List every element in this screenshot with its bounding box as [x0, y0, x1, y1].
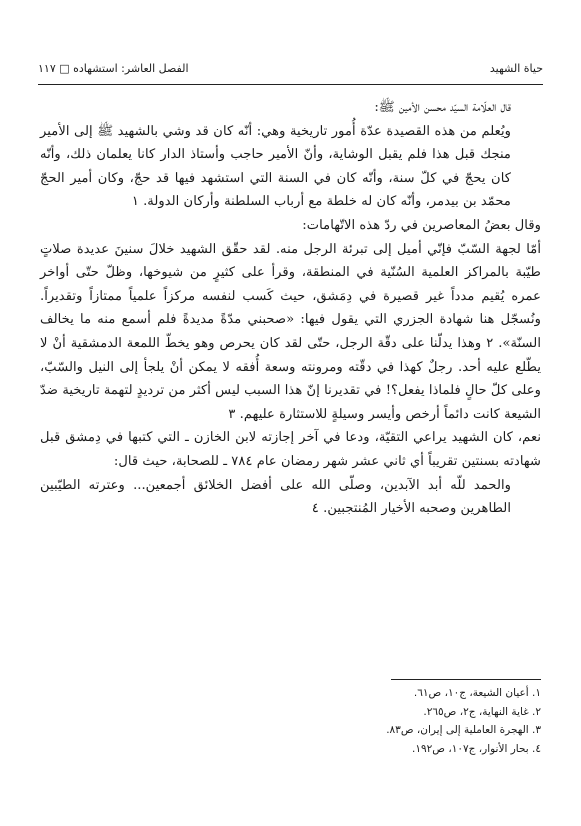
- paragraph-ijaza-quote: والحمد للّه أبد الآبدين، وصلّى الله على أفضل الخلائق أجمعين... وعترته الطيّبين الطاهرين وصحبه الأخيار المُنتجبين. ٤: [40, 477, 511, 517]
- paragraph-contemporary-intro: وقال بعضُ المعاصرين في ردّ هذه الاتّهامات:: [302, 217, 541, 233]
- paragraph-quote-amin: ويُعلم من هذه القصيدة عدّة أُمور تاريخية وهي: أنّه كان قد وشي بالشهيد ﷺ إلى الأمير منجك قبل هذا فلم يقبل الوشاية، وأنّ الأمير حاجب وأستاذ الدار كانا يعلمان ذلك، وأنّه كان يحجّ في كلّ سنة، وأنّه كان في السنة التي استشهد فيها قد حجّ، وكان أمير الحجّ محمّد بن بيدمر، وأنّه كان له خلطة مع أرباب السلطنة وأركان الدولة. ١: [40, 123, 511, 210]
- footnotes: [40, 684, 541, 758]
- header-rule: [38, 84, 543, 85]
- paragraph-taqiyya: نعم، كان الشهيد يراعي التقيّة، ودعا في آخر إجازته لابن الخازن ـ التي كتبها في دِمشق قبل شهادته بسنتين تقريباً أي ثاني عشر شهر رمضان عام ٧٨٤ ـ للصحابة، حيث قال:: [40, 430, 541, 469]
- footnote-rule: [391, 679, 541, 680]
- paragraph-intro: قال العلّامة السيّد محسن الأمين ﷺ:: [374, 100, 511, 115]
- chapter-page-label: [38, 62, 189, 75]
- chapter-title: الفصل العاشر: استشهاده: [73, 62, 189, 75]
- separator-square: □: [59, 62, 70, 75]
- main-text: [40, 96, 541, 521]
- footnote-2: ٢. غاية النهاية، ج٢، ص٢٦٥.: [423, 705, 541, 718]
- footnote-3: ٣. الهجرة العاملية إلى إيران، ص٨٣.: [386, 724, 541, 736]
- book-title: حياة الشهيد: [489, 62, 543, 75]
- footnote-1: ١. أعيان الشيعة، ج١٠، ص٦١.: [413, 687, 541, 699]
- footnote-4: ٤. بحار الأنوار، ج١٠٧، ص١٩٢.: [412, 742, 541, 755]
- paragraph-quote-contemporary: أمّا لجهة السّبّ فإنّي أميل إلى تبرئة الرجل منه. لقد حقّق الشهيد خلالَ سنينَ عديدة صلاتٍ طيّبة بالمراكز العلمية السُنّية في المنطقة، وقرأ على كثيرٍ من شيوخها، وظلّ حتّى أواخر عمره يُقيم مدداً غير قصيرة في دِمَشق، حيث كَسب لنفسه مركزاً علمياً ممتازاً وتقديراً. ونُسجّل هنا شهادة الجزري التي يقول فيها: «صحبني مدّةً مديدةً فلم أسمع منه ما يخالف السنّة». ٢ وهذا يدلّنا على دقّة الرجل، حتّى لقد كان يحرص وهو يخطّ اللمعة الدمشقية أنْ لا يطّلع عليه أحد. رجلٌ كهذا في دقّته ومرونته وسعة أُفقه لا يمكن أنْ يلجأ إلى النيل والسّبّ، وعلى كلّ حالٍ فلماذا يفعل؟! في تقديرنا إنّ هذا السبب ليس أكثر من ترديدٍ لتهمة تاريخية ضدّ الشيعة كانت دائماً أرخص وأيسر وسيلةٍ للاستثارة عليهم. ٣: [40, 241, 541, 422]
- page-number: ١١٧: [38, 62, 56, 75]
- running-header: [38, 62, 543, 82]
